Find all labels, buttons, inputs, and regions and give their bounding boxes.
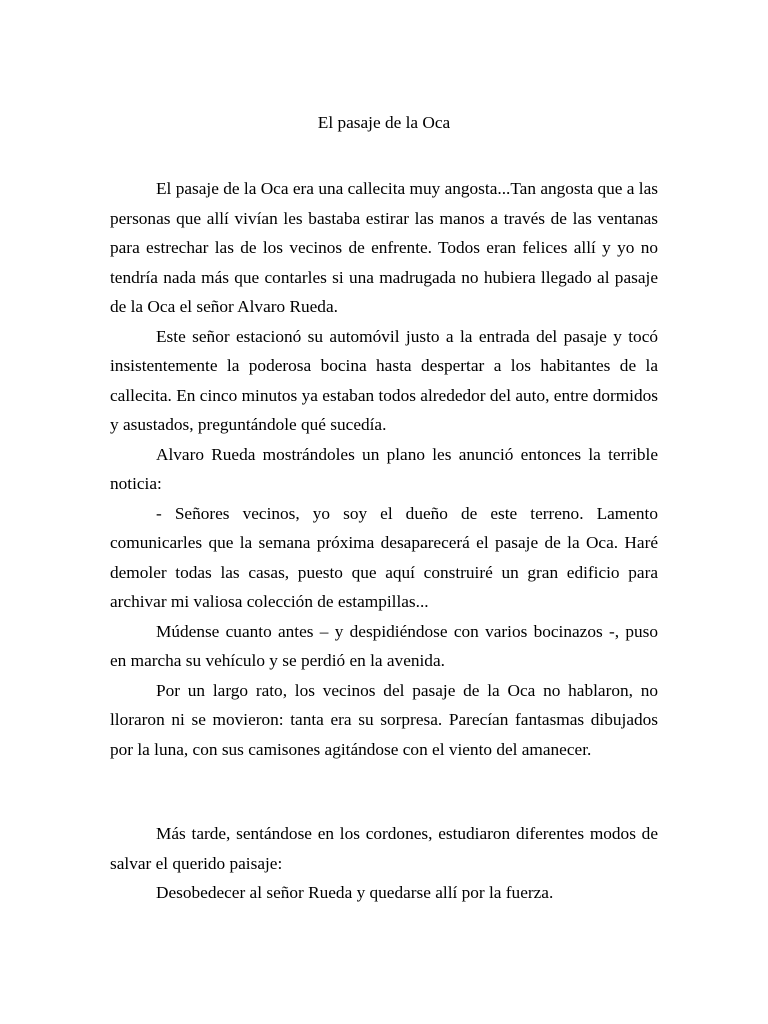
paragraph: Alvaro Rueda mostrándoles un plano les anunció entonces la terrible noticia: bbox=[110, 444, 658, 493]
document-body bbox=[110, 174, 658, 764]
paragraph: Este señor estacionó su automóvil justo a la entrada del pasaje y tocó insistentemente la poderosa bocina hasta despertar a los habitantes de la callecita. En cinco minutos ya estaban todos alrededor del auto, entre dormidos y asustados, preguntándole qué sucedía. bbox=[110, 326, 658, 434]
paragraph: Más tarde, sentándose en los cordones, estudiaron diferentes modos de salvar el querido paisaje: bbox=[110, 824, 658, 873]
paragraph: El pasaje de la Oca era una callecita muy angosta...Tan angosta que a las personas que allí vivían les bastaba estirar las manos a través de las ventanas para estrechar las de los vecinos de enfrente. Todos eran felices allí y yo no tendría nada más que contarles si una madrugada no hubiera llegado al pasaje de la Oca el señor Alvaro Rueda. bbox=[110, 179, 658, 316]
paragraph: Por un largo rato, los vecinos del pasaje de la Oca no hablaron, no lloraron ni se movieron: tanta era su sorpresa. Parecían fantasmas dibujados por la luna, con sus camisones agitándose con el viento del amanecer. bbox=[110, 680, 658, 759]
document-title: El pasaje de la Oca bbox=[317, 113, 451, 132]
paragraph: Múdense cuanto antes – y despidiéndose con varios bocinazos -, puso en marcha su vehículo y se perdió en la avenida. bbox=[110, 621, 658, 670]
paragraph: - Señores vecinos, yo soy el dueño de este terreno. Lamento comunicarles que la semana próxima desaparecerá el pasaje de la Oca. Haré demoler todas las casas, puesto que aquí construiré un gran edificio para archivar mi valiosa colección de estampillas... bbox=[110, 503, 658, 611]
document-body-continued bbox=[110, 819, 658, 908]
paragraph: Desobedecer al señor Rueda y quedarse allí por la fuerza. bbox=[156, 883, 554, 902]
